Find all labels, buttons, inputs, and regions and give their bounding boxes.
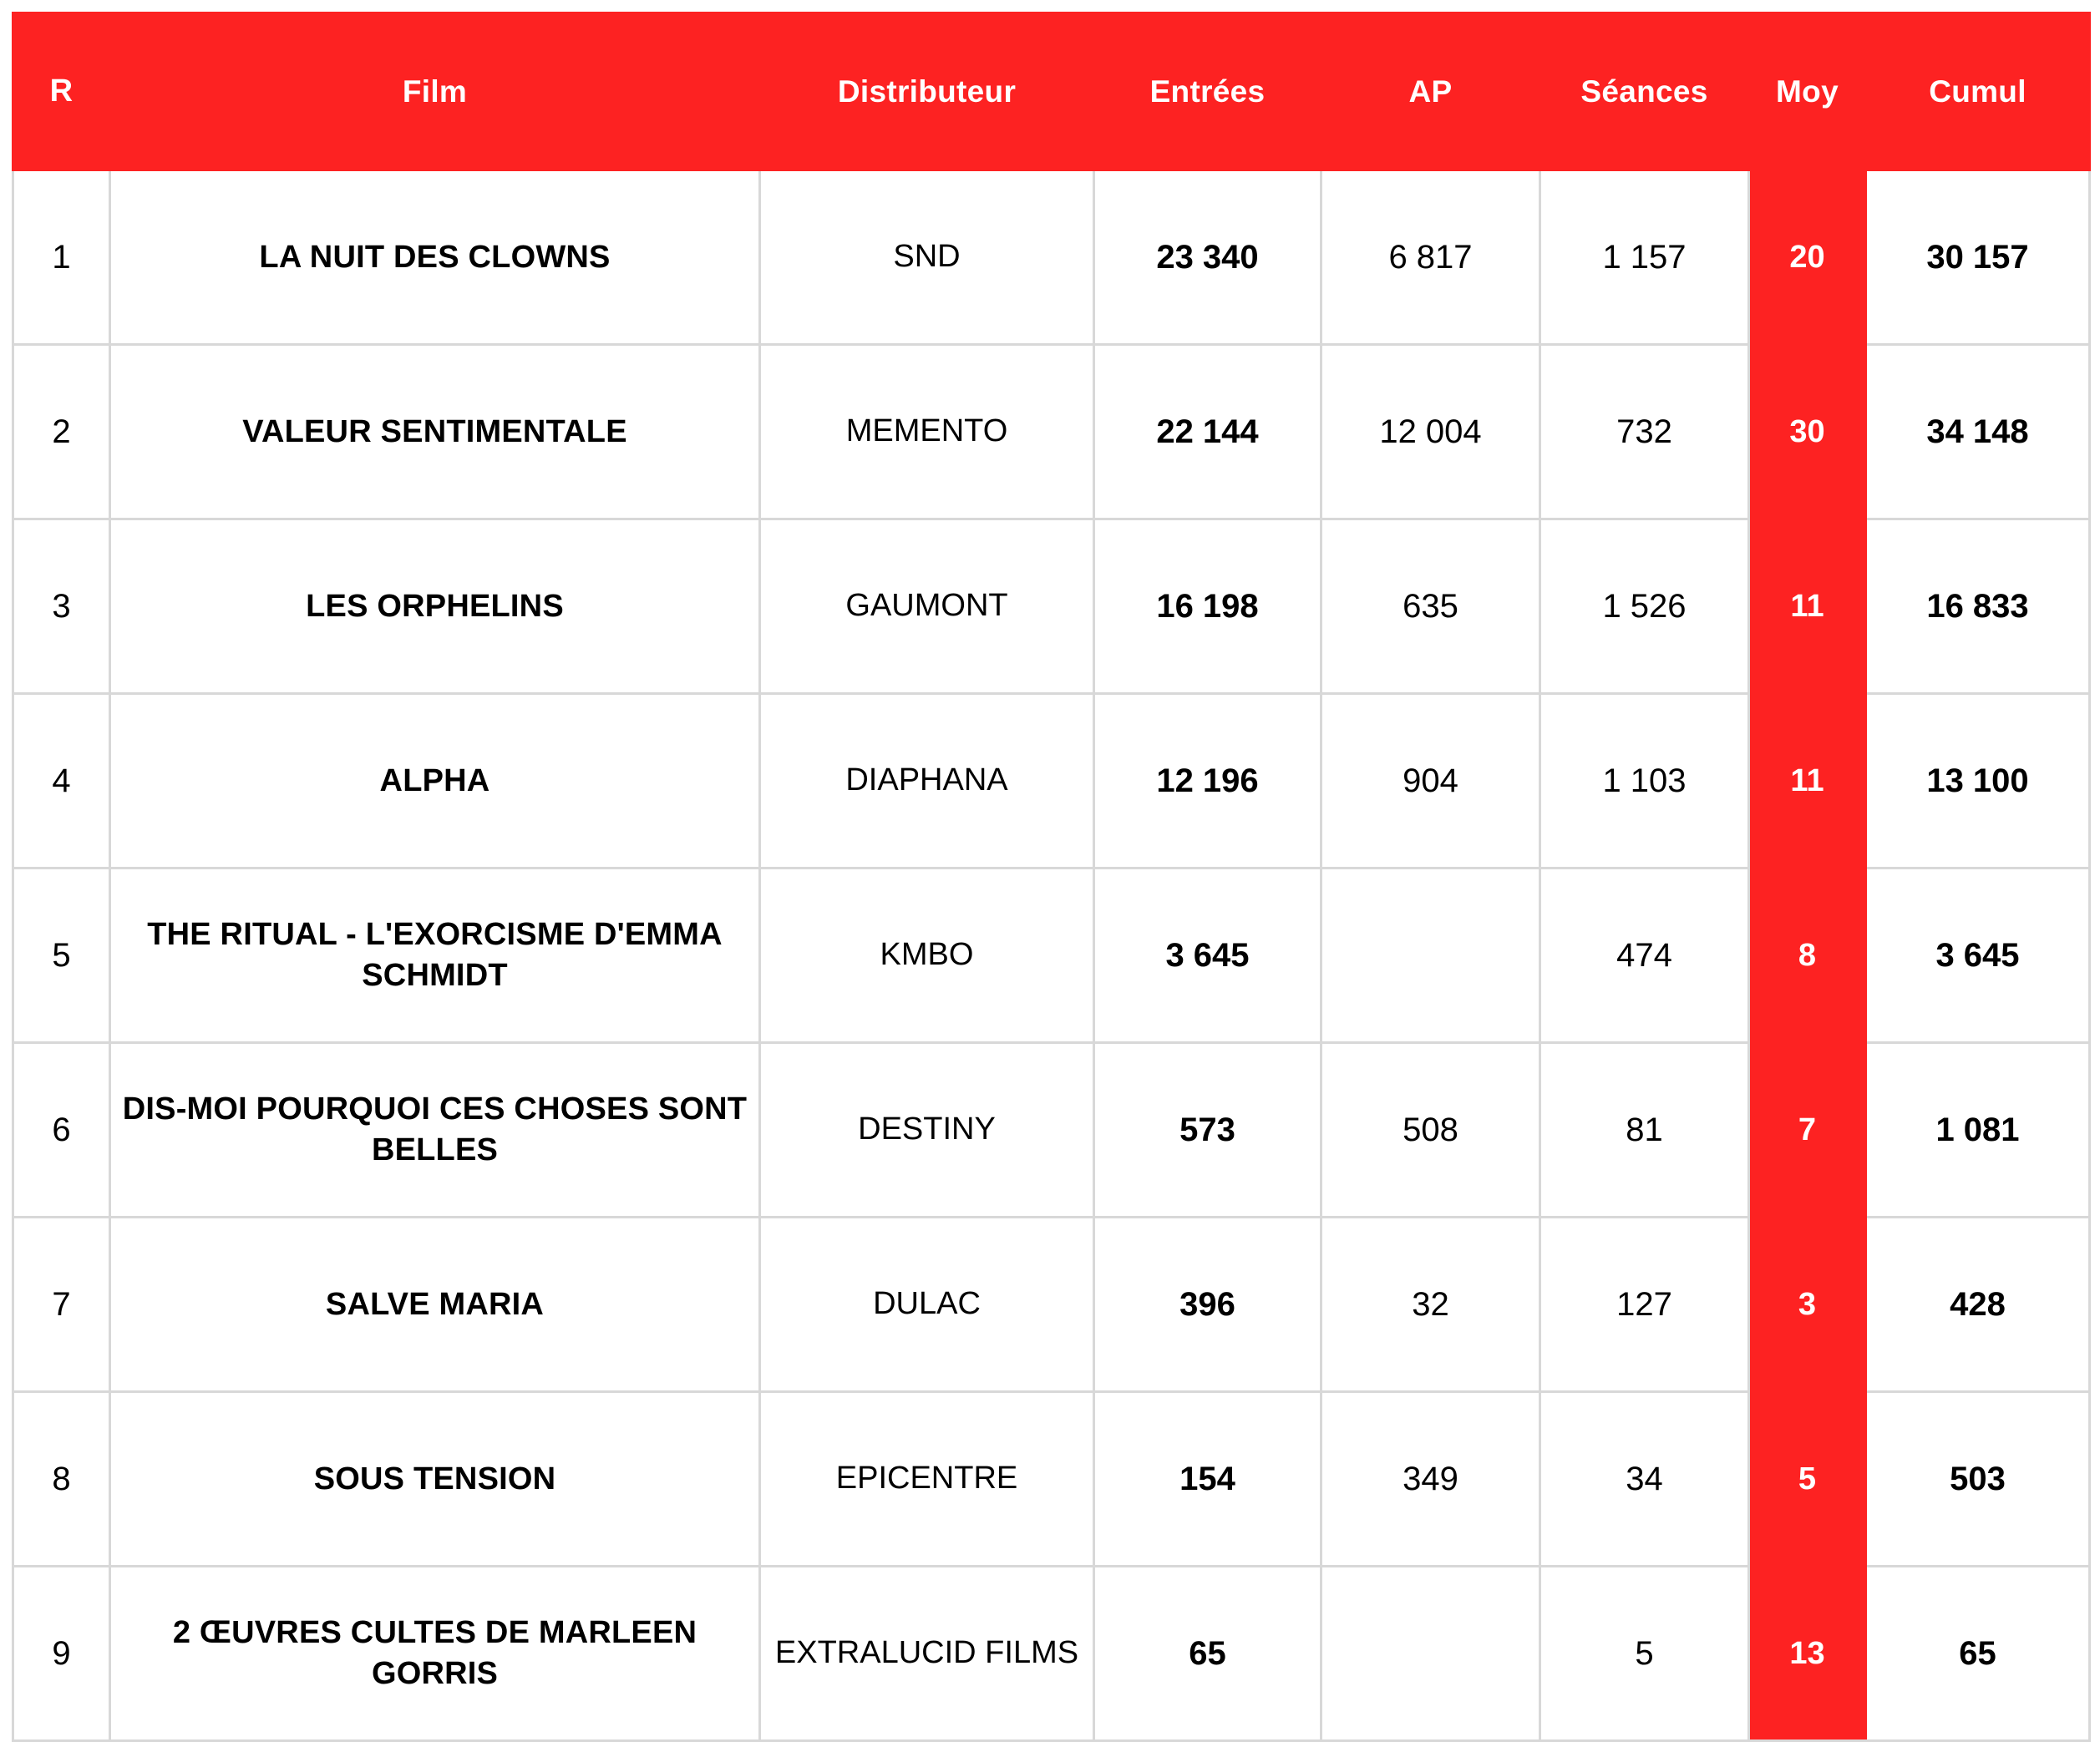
cell-cumul: 30 157	[1866, 170, 2090, 345]
cell-rank: 6	[13, 1043, 110, 1218]
table-row	[13, 345, 2090, 519]
column-header-entrees: Entrées	[1094, 13, 1321, 170]
cell-distributeur: EPICENTRE	[760, 1392, 1094, 1567]
cell-moy: 11	[1749, 519, 1866, 694]
cell-film: DIS-MOI POURQUOI CES CHOSES SONT BELLES	[110, 1043, 760, 1218]
cell-cumul: 16 833	[1866, 519, 2090, 694]
cell-rank: 5	[13, 868, 110, 1043]
table-row	[13, 694, 2090, 868]
cell-cumul: 428	[1866, 1218, 2090, 1392]
cell-cumul: 3 645	[1866, 868, 2090, 1043]
table-row	[13, 1567, 2090, 1741]
cell-moy: 8	[1749, 868, 1866, 1043]
cell-entrees: 23 340	[1094, 170, 1321, 345]
cell-ap: 904	[1321, 694, 1540, 868]
column-header-film: Film	[110, 13, 760, 170]
cell-seances: 127	[1540, 1218, 1749, 1392]
cell-film: VALEUR SENTIMENTALE	[110, 345, 760, 519]
cell-distributeur: DULAC	[760, 1218, 1094, 1392]
cell-moy: 30	[1749, 345, 1866, 519]
cell-moy: 3	[1749, 1218, 1866, 1392]
cell-distributeur: DIAPHANA	[760, 694, 1094, 868]
cell-seances: 1 526	[1540, 519, 1749, 694]
cell-moy: 13	[1749, 1567, 1866, 1741]
table-header	[13, 13, 2090, 170]
table-row	[13, 868, 2090, 1043]
cell-ap	[1321, 1567, 1540, 1741]
cell-ap: 349	[1321, 1392, 1540, 1567]
cell-seances: 474	[1540, 868, 1749, 1043]
column-header-distributeur: Distributeur	[760, 13, 1094, 170]
table-row	[13, 1218, 2090, 1392]
cell-seances: 1 103	[1540, 694, 1749, 868]
cell-ap: 12 004	[1321, 345, 1540, 519]
column-header-seances: Séances	[1540, 13, 1749, 170]
cell-cumul: 1 081	[1866, 1043, 2090, 1218]
cell-entrees: 22 144	[1094, 345, 1321, 519]
cell-entrees: 154	[1094, 1392, 1321, 1567]
cell-entrees: 65	[1094, 1567, 1321, 1741]
column-header-cumul: Cumul	[1866, 13, 2090, 170]
cell-distributeur: EXTRALUCID FILMS	[760, 1567, 1094, 1741]
cell-cumul: 34 148	[1866, 345, 2090, 519]
cell-ap: 508	[1321, 1043, 1540, 1218]
cell-film: ALPHA	[110, 694, 760, 868]
cell-rank: 4	[13, 694, 110, 868]
cell-rank: 8	[13, 1392, 110, 1567]
column-header-ap: AP	[1321, 13, 1540, 170]
cell-rank: 1	[13, 170, 110, 345]
cell-rank: 9	[13, 1567, 110, 1741]
cell-entrees: 16 198	[1094, 519, 1321, 694]
cell-seances: 34	[1540, 1392, 1749, 1567]
table-row	[13, 170, 2090, 345]
column-header-rank: R	[13, 13, 110, 170]
cell-distributeur: SND	[760, 170, 1094, 345]
cell-seances: 5	[1540, 1567, 1749, 1741]
cell-distributeur: DESTINY	[760, 1043, 1094, 1218]
cell-moy: 7	[1749, 1043, 1866, 1218]
column-header-moy: Moy	[1749, 13, 1866, 170]
table-body	[13, 170, 2090, 1741]
cell-seances: 1 157	[1540, 170, 1749, 345]
cell-distributeur: GAUMONT	[760, 519, 1094, 694]
cell-rank: 2	[13, 345, 110, 519]
boxoffice-table	[12, 12, 2091, 1742]
cell-cumul: 13 100	[1866, 694, 2090, 868]
cell-ap: 32	[1321, 1218, 1540, 1392]
cell-moy: 20	[1749, 170, 1866, 345]
cell-entrees: 3 645	[1094, 868, 1321, 1043]
cell-distributeur: KMBO	[760, 868, 1094, 1043]
cell-cumul: 65	[1866, 1567, 2090, 1741]
cell-ap: 6 817	[1321, 170, 1540, 345]
cell-film: SALVE MARIA	[110, 1218, 760, 1392]
table-row	[13, 1392, 2090, 1567]
cell-seances: 732	[1540, 345, 1749, 519]
cell-distributeur: MEMENTO	[760, 345, 1094, 519]
cell-ap	[1321, 868, 1540, 1043]
cell-seances: 81	[1540, 1043, 1749, 1218]
cell-rank: 7	[13, 1218, 110, 1392]
table-row	[13, 519, 2090, 694]
cell-moy: 11	[1749, 694, 1866, 868]
cell-moy: 5	[1749, 1392, 1866, 1567]
cell-ap: 635	[1321, 519, 1540, 694]
cell-film: SOUS TENSION	[110, 1392, 760, 1567]
cell-entrees: 12 196	[1094, 694, 1321, 868]
cell-cumul: 503	[1866, 1392, 2090, 1567]
cell-film: LES ORPHELINS	[110, 519, 760, 694]
cell-entrees: 396	[1094, 1218, 1321, 1392]
table-row	[13, 1043, 2090, 1218]
cell-film: 2 ŒUVRES CULTES DE MARLEEN GORRIS	[110, 1567, 760, 1741]
cell-film: LA NUIT DES CLOWNS	[110, 170, 760, 345]
cell-rank: 3	[13, 519, 110, 694]
cell-entrees: 573	[1094, 1043, 1321, 1218]
header-row	[13, 13, 2090, 170]
cell-film: THE RITUAL - L'EXORCISME D'EMMA SCHMIDT	[110, 868, 760, 1043]
